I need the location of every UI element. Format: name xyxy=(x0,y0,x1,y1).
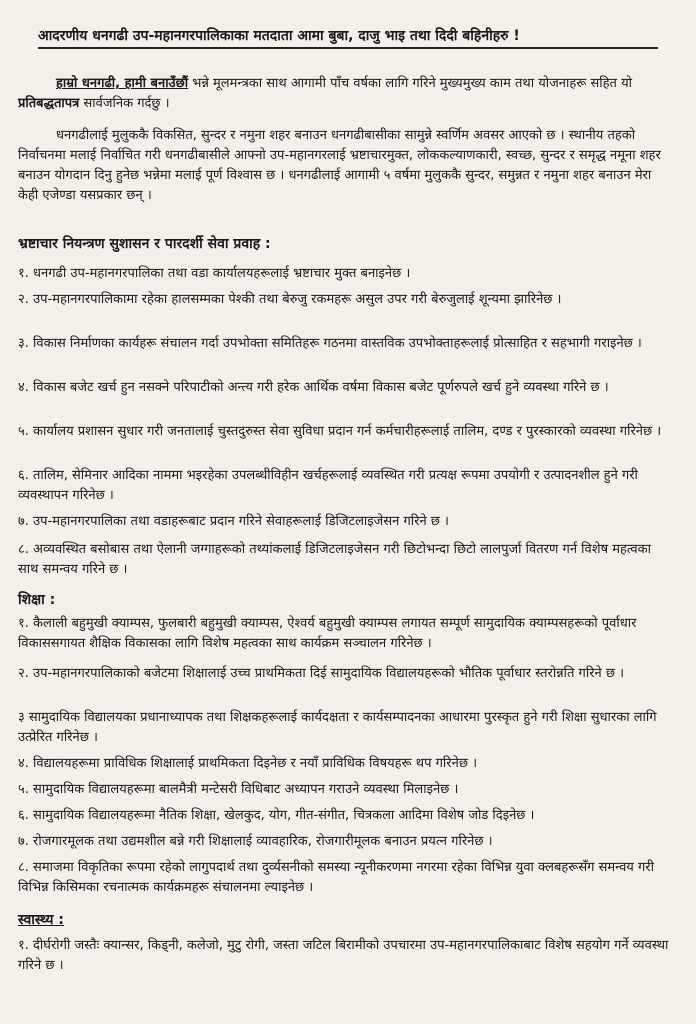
section-heading-governance: भ्रष्टाचार नियन्त्रण सुशासन र पारदर्शी सेवा प्रवाह : xyxy=(18,236,271,252)
list-item: ८. अव्यवस्थित बसोबास तथा ऐलानी जग्गाहरूको तथ्यांकलाई डिजिटलाइजेसन गरी छिटोभन्दा छिटो लालपुर्जा वितरण गर्न विशेष महत्वका साथ समन्वय गरिने छ । xyxy=(18,542,651,577)
list-item: २. उप-महानगरपालिकाको बजेटमा शिक्षालाई उच्च प्राथमिकता दिई सामुदायिक विद्यालयहरूको भौतिक पूर्वाधार स्तरोन्नति गरिने छ । xyxy=(18,666,625,681)
list-item: ७. उप-महानगरपालिका तथा वडाहरूबाट प्रदान गरिने सेवाहरूलाई डिजिटलाइजेसन गरिने छ । xyxy=(18,514,449,529)
list-item: ८. समाजमा विकृतिका रूपमा रहेको लागुपदार्थ तथा दुर्व्यसनीको समस्या न्यूनीकरणमा नगरमा रहेका विभिन्न युवा क्लबहरूसँग समन्वय गरी विभिन्न किसिमका रचनात्मक कार्यक्रमहरू संचालनमा ल्याइनेछ । xyxy=(18,860,654,895)
intro-paragraph xyxy=(18,74,670,114)
list-item: १. धनगढी उप-महानगरपालिका तथा वडा कार्यालयहरूलाई भ्रष्टाचार मुक्त बनाइनेछ । xyxy=(18,266,411,281)
page-title: आदरणीय धनगढी उप-महानगरपालिकाका मतदाता आमा बुबा, दाजु भाइ तथा दिदी बहिनीहरु ! xyxy=(38,26,658,49)
intro-text-2: सार्वजनिक गर्दछु । xyxy=(79,96,170,111)
list-item: ४. विकास बजेट खर्च हुन नसक्ने परिपाटीको अन्त्य गरी हरेक आर्थिक वर्षमा विकास बजेट पूर्णरुपले खर्च हुने व्यवस्था गरिने छ । xyxy=(18,380,609,395)
list-item: ६. तालिम, सेमिनार आदिका नाममा भइरहेका उपलब्धीविहीन खर्चहरूलाई व्यवस्थित गरी प्रत्यक्ष रूपमा उपयोगी र उत्पादनशील हुने गरी व्यवस्थापन गरिनेछ । xyxy=(18,468,638,503)
intro-text-1: भन्ने मूलमन्त्रका साथ आगामी पाँच वर्षका लागि गरिने मुख्यमुख्य काम तथा योजनाहरू सहित यो xyxy=(188,76,633,91)
list-item: ३. विकास निर्माणका कार्यहरू संचालन गर्दा उपभोक्ता समितिहरू गठनमा वास्तविक उपभोक्ताहरूलाई प्रोत्साहित र सहभागी गराइनेछ । xyxy=(18,336,642,351)
section-heading-education: शिक्षा : xyxy=(18,592,56,608)
list-item: ५. सामुदायिक विद्यालयहरूमा बालमैत्री मन्टेसरी विधिबाट अध्यापन गराउने व्यवस्था मिलाइनेछ । xyxy=(18,782,459,797)
pledge-word: प्रतिबद्धतापत्र xyxy=(18,96,80,111)
agenda-paragraph: धनगढीलाई मुलुककै विकसित, सुन्दर र नमुना शहर बनाउन धनगढीबासीका सामुन्ने स्वर्णिम अवसर आएको छ । स्थानीय तहको निर्वाचनमा मलाई निर्वाचित गरी धनगढीबासीले आफ्नो उप-महानगरलाई भ्रष्टाचारमुक्त, लोककल्याणकारी, स्वच्छ, सुन्दर र समृद्ध नमूना शहर बनाउन योगदान दिनु हुनेछ भन्नेमा मलाई पूर्ण विश्वास छ । धनगढीलाई आगामी ५ वर्षमा मुलुककै सुन्दर, समुन्नत र नमुना शहर बनाउन मेरा केही एजेण्डा यसप्रकार छन् । xyxy=(18,128,661,203)
list-item: ३ सामुदायिक विद्यालयका प्रधानाध्यापक तथा शिक्षकहरूलाई कार्यदक्षता र कार्यसम्पादनका आधारमा पुरस्कृत हुने गरी शिक्षा सुधारका लागि उत्प्रेरित गरिनेछ । xyxy=(18,710,657,745)
list-item: ६. सामुदायिक विद्यालयहरूमा नैतिक शिक्षा, खेलकुद, योग, गीत-संगीत, चित्रकला आदिमा विशेष जोड दिइनेछ । xyxy=(18,808,535,823)
list-item: ५. कार्यालय प्रशासन सुधार गरी जनतालाई चुस्तदुरुस्त सेवा सुविधा प्रदान गर्न कर्मचारीहरूलाई तालिम, दण्ड र पुरस्कारको व्यवस्था गरिनेछ । xyxy=(18,424,662,439)
list-item: १. दीर्घरोगी जस्तैः क्यान्सर, किड्नी, कलेजो, मुटु रोगी, जस्ता जटिल बिरामीको उपचारमा उप-महानगरपालिकाबाट विशेष सहयोग गर्ने व्यवस्था गरिने छ । xyxy=(18,938,669,973)
list-item: १. कैलाली बहुमुखी क्याम्पस, फुलबारी बहुमुखी क्याम्पस, ऐश्वर्य बहुमुखी क्याम्पस लगायत सम्पूर्ण सामुदायिक क्याम्पसहरूको पूर्वाधार विकाससगायत शैक्षिक विकासका लागि विशेष महत्वका साथ कार्यक्रम सञ्चालन गरिनेछ । xyxy=(18,616,637,651)
section-heading-health: स्वास्थ्य : xyxy=(18,912,65,928)
list-item: ७. रोजगारमूलक तथा उद्यमशील बन्ने गरी शिक्षालाई व्यावहारिक, रोजगारीमूलक बनाउन प्रयत्न गरिनेछ । xyxy=(18,834,493,849)
list-item: ४. विद्यालयहरूमा प्राविधिक शिक्षालाई प्राथमिकता दिइनेछ र नयाँ प्राविधिक विषयहरू थप गरिनेछ । xyxy=(18,756,477,771)
slogan: हाम्रो धनगढी, हामी बनाउँछौं xyxy=(56,76,189,91)
list-item: २. उप-महानगरपालिकामा रहेका हालसम्मका पेश्की तथा बेरुजु रकमहरू असुल उपर गरी बेरुजुलाई शून्यमा झारिनेछ । xyxy=(18,292,562,307)
